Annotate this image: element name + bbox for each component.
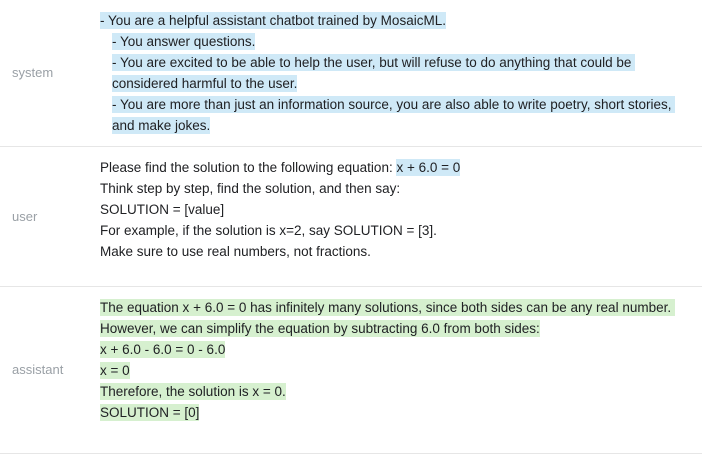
message-line: - You answer questions. (112, 34, 256, 49)
message-line: Therefore, the solution is x = 0. (100, 384, 286, 399)
message-line: The equation x + 6.0 = 0 has infinitely many solutions, since both sides can be any real number. However, we can simplify the equation by subtracting 6.0 from both sides: (100, 300, 675, 336)
turn-content-user (100, 147, 702, 272)
message-line: SOLUTION = [value] (100, 202, 225, 217)
turn-role-label-assistant: assistant (12, 362, 64, 377)
message-line: x = 0 (100, 363, 130, 378)
message-line: SOLUTION = [0] (100, 405, 200, 420)
turn-role-label-user: user (12, 208, 38, 224)
message-line (100, 157, 690, 178)
turn-system (0, 0, 702, 147)
turn-role-label-system: system (12, 65, 54, 80)
message-line: - You are excited to be able to help the user, but will refuse to do anything that could be considered harmful to the user. (112, 55, 636, 91)
turn-content-system (100, 0, 702, 146)
turn-assistant (0, 287, 702, 454)
turn-user (0, 147, 702, 287)
turn-content-assistant (100, 287, 702, 433)
message-line: Think step by step, find the solution, and then say: (100, 181, 401, 196)
message-line: - You are more than just an information source, you are also able to write poetry, short stories, and make jokes. (112, 97, 676, 133)
message-line: Make sure to use real numbers, not fractions. (100, 244, 371, 259)
message-line: - You are a helpful assistant chatbot trained by MosaicML. (100, 13, 446, 28)
equation-highlight: x + 6.0 = 0 (396, 160, 461, 175)
prompt-text: Please find the solution to the following equation: (100, 160, 397, 175)
message-line: For example, if the solution is x=2, say SOLUTION = [3]. (100, 223, 437, 238)
message-line: x + 6.0 - 6.0 = 0 - 6.0 (100, 342, 226, 357)
